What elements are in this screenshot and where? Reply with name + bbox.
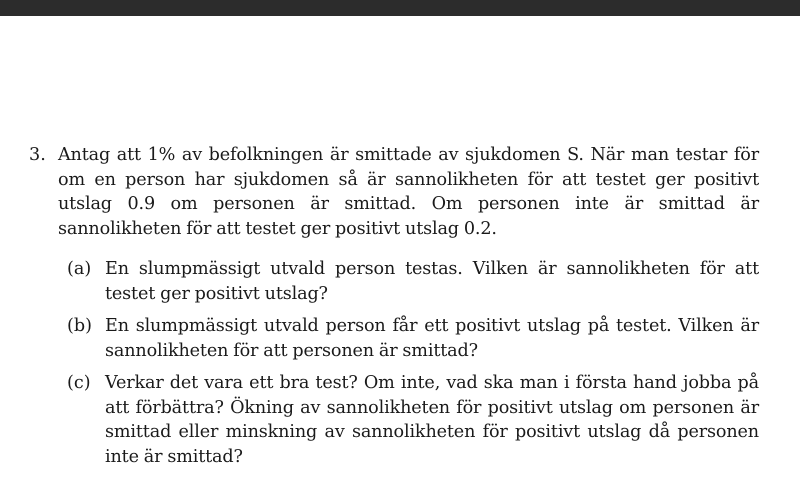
subparts-list <box>58 257 759 469</box>
subpart-b <box>58 314 759 363</box>
subpart-text: Verkar det vara ett bra test? Om inte, vad ska man i första hand jobba på att förbättra? Ökning av sannolikheten för positivt utslag om personen är smittad eller minskning av sannolikheten för positivt utslag då personen inte är smittad? <box>105 373 759 467</box>
problem-number: 3. <box>29 145 46 165</box>
problem-statement: Antag att 1% av befolkningen är smittade av sjukdomen S. När man testar för om en person har sjukdomen så är sannolikheten för att testet ger positivt utslag 0.9 om personen är smittad. Om personen inte är smittad är sannolikheten för att testet ger positivt utslag 0.2. <box>58 145 759 239</box>
subpart-label: (a) <box>67 259 92 279</box>
subpart-a <box>58 257 759 306</box>
subpart-label: (b) <box>67 316 92 336</box>
subpart-text: En slumpmässigt utvald person får ett positivt utslag på testet. Vilken är sannolikheten för att personen är smittad? <box>105 316 759 361</box>
subpart-label: (c) <box>67 373 91 393</box>
problem-3 <box>29 143 759 477</box>
top-bar <box>0 0 800 16</box>
subpart-c <box>58 371 759 469</box>
subpart-text: En slumpmässigt utvald person testas. Vilken är sannolikheten för att testet ger positivt utslag? <box>105 259 759 304</box>
document-page <box>0 16 800 500</box>
